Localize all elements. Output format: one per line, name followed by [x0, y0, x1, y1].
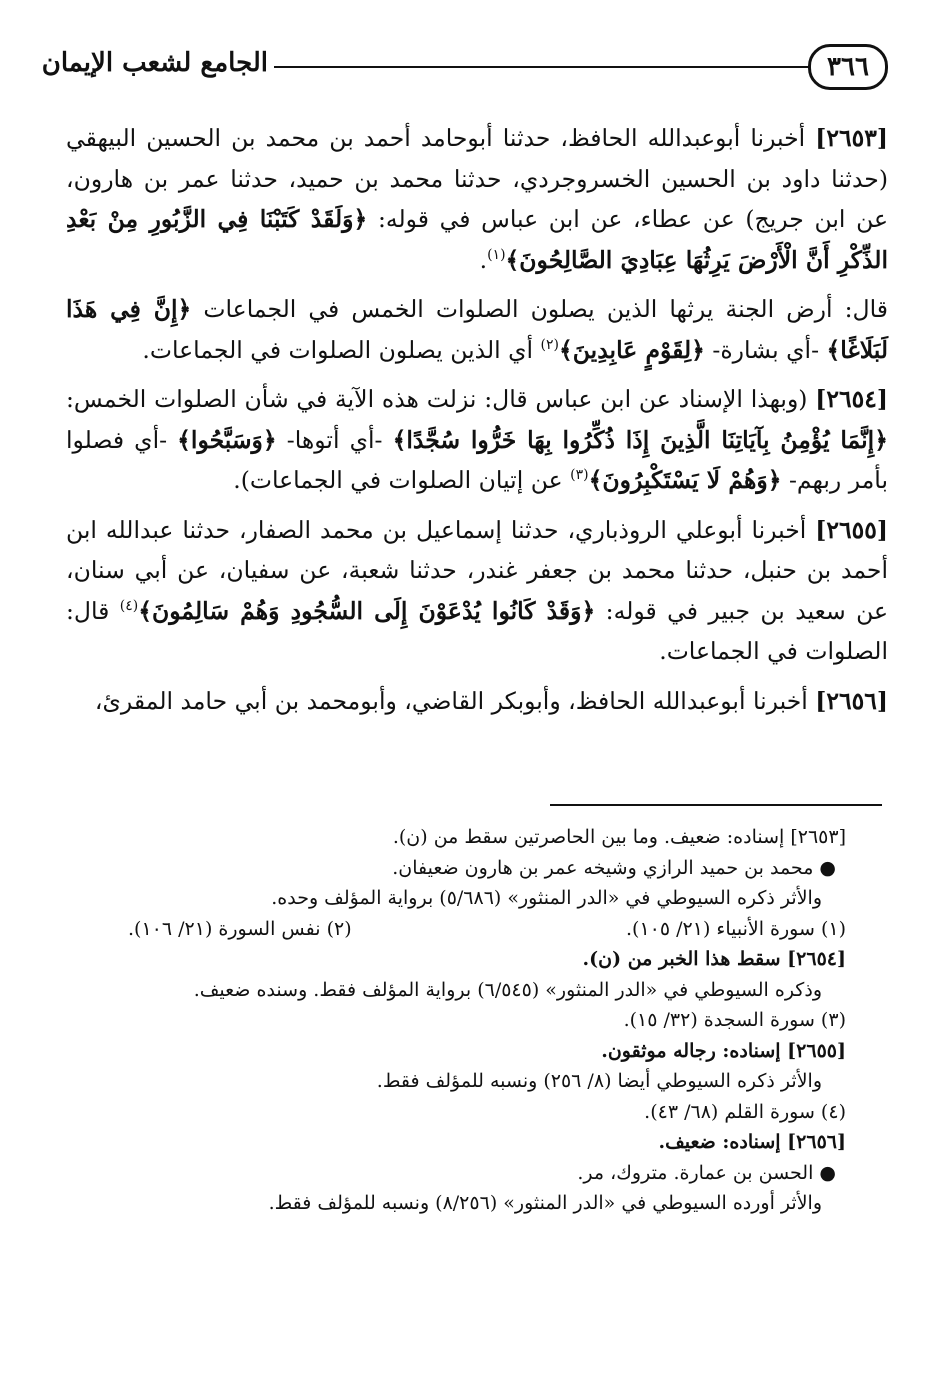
footnote-line: (١) سورة الأنبياء (٢١/ ١٠٥). [626, 917, 846, 940]
footnote-pair [120, 914, 846, 945]
footnotes [120, 822, 846, 1219]
quran-verse: ﴿إِنَّ فِي هَذَا لَبَلَاغًا﴾ [66, 295, 888, 364]
footnote-line: والأثر ذكره السيوطي أيضا (٨/ ٢٥٦) ونسبه للمؤلف فقط. [376, 1070, 822, 1092]
page-number: ٣٦٦ [808, 44, 888, 90]
narration-text: عن إتيان الصلوات في الجماعات). [233, 466, 571, 494]
paragraph-2655 [66, 510, 888, 672]
narration-text: أخبرنا أبوعبدالله الحافظ، وأبوبكر القاضي، وأبومحمد بن أبي حامد المقرئ، [94, 686, 816, 715]
footnote-line: (٢) نفس السورة (٢١/ ١٠٦). [128, 917, 352, 940]
narration-text: أخبرنا أبوعلي الروذباري، حدثنا إسماعيل بن محمد الصفار، حدثنا عبدالله ابن أحمد بن حنبل، حدثنا محمد بن جعفر غندر، حدثنا شعبة، عن سفيان، عن أبي سنان، عن سعيد بن جبير في قوله: [66, 515, 888, 625]
paragraph-2653 [66, 118, 888, 280]
paragraph-2654 [66, 379, 888, 501]
footnote-line: (٤) سورة القلم (٦٨/ ٤٣). [644, 1100, 846, 1123]
quran-verse: ﴿وَسَبَّحُوا﴾ [177, 425, 277, 454]
paragraph-2656 [66, 681, 888, 722]
quran-verse: ﴿وَلَقَدْ كَتَبْنَا فِي الزَّبُورِ مِنْ بَعْدِ الذِّكْرِ أَنَّ الْأَرْضَ يَرِثُهَا عِبَادِيَ الصَّالِحُونَ﴾ [66, 205, 888, 274]
footnote-ref: (١) [487, 246, 506, 263]
quran-verse: ﴿وَهُمْ لَا يَسْتَكْبِرُونَ﴾ [588, 466, 782, 494]
main-text [66, 118, 888, 730]
header-rule [274, 66, 810, 68]
narration-text: أي الذين يصلون الصلوات في الجماعات. [142, 335, 541, 364]
page-header [41, 42, 888, 100]
footnote-line: ● الحسن بن عمارة. متروك، مر. [577, 1161, 836, 1184]
footnote-separator [550, 804, 882, 806]
footnote-line: [٢٦٥٦] إسناده: ضعيف. [658, 1131, 846, 1153]
footnote-line: [٢٦٥٤] سقط هذا الخبر من (ن). [582, 948, 846, 970]
narration-number: [٢٦٥٦] [815, 686, 888, 715]
footnote-line: وذكره السيوطي في «الدر المنثور» (٦/٥٤٥) برواية المؤلف فقط. وسنده ضعيف. [193, 978, 822, 1001]
narration-text: قال: الصلوات في الجماعات. [66, 596, 888, 665]
narration-text: -أي فصلوا بأمر ربهم- [66, 425, 888, 494]
narration-number: [٢٦٥٤] [815, 385, 888, 413]
narration-text: -أي بشارة- [704, 335, 827, 364]
footnote-line: [٢٦٥٥] إسناده: رجاله موثقون. [601, 1039, 846, 1062]
narration-text: أخبرنا أبوعبدالله الحافظ، حدثنا أبوحامد أحمد بن محمد بن الحسين البيهقي (حدثنا داود بن الحسين الخسروجردي، حدثنا محمد بن حميد، حدثنا عمر بن هارون، عن ابن جريج) عن عطاء، عن ابن عباس في قوله: [66, 124, 888, 233]
quran-verse: ﴿لِقَوْمٍ عَابِدِينَ﴾ [559, 335, 705, 364]
quran-verse: ﴿إِنَّمَا يُؤْمِنُ بِآيَاتِنَا الَّذِينَ إِذَا ذُكِّرُوا بِهَا خَرُّوا سُجَّدًا﴾ [392, 425, 888, 454]
footnote-ref: (٣) [570, 467, 589, 484]
footnote-line: ● محمد بن حميد الرازي وشيخه عمر بن هارون ضعيفان. [392, 856, 836, 879]
footnote-line: [٢٦٥٣] إسناده: ضعيف. وما بين الحاصرتين سقط من (ن). [392, 826, 846, 848]
footnote-line: والأثر أورده السيوطي في «الدر المنثور» (٨/٢٥٦) ونسبه للمؤلف فقط. [268, 1192, 822, 1214]
quran-verse: ﴿وَقَدْ كَانُوا يُدْعَوْنَ إِلَى السُّجُودِ وَهُمْ سَالِمُونَ﴾ [138, 596, 596, 625]
running-title: الجامع لشعب الإيمان [41, 48, 268, 78]
narration-number: [٢٦٥٥] [815, 515, 888, 544]
narration-text: (وبهذا الإسناد عن ابن عباس قال: نزلت هذه الآية في شأن الصلوات الخمس: [66, 385, 816, 413]
footnote-ref: (٤) [119, 597, 139, 614]
narration-number: [٢٦٥٣] [815, 124, 888, 152]
footnote-ref: (٢) [540, 336, 559, 353]
narration-text: -أي أتوها- [276, 425, 393, 454]
narration-text: . [479, 245, 488, 274]
footnote-line: (٣) سورة السجدة (٣٢/ ١٥). [623, 1009, 846, 1031]
narration-text: قال: أرض الجنة يرثها الذين يصلون الصلوات الخمس في الجماعات [191, 295, 888, 323]
paragraph-commentary [66, 289, 888, 370]
footnote-line: والأثر ذكره السيوطي في «الدر المنثور» (٥/٦٨٦) برواية المؤلف وحده. [271, 887, 822, 909]
